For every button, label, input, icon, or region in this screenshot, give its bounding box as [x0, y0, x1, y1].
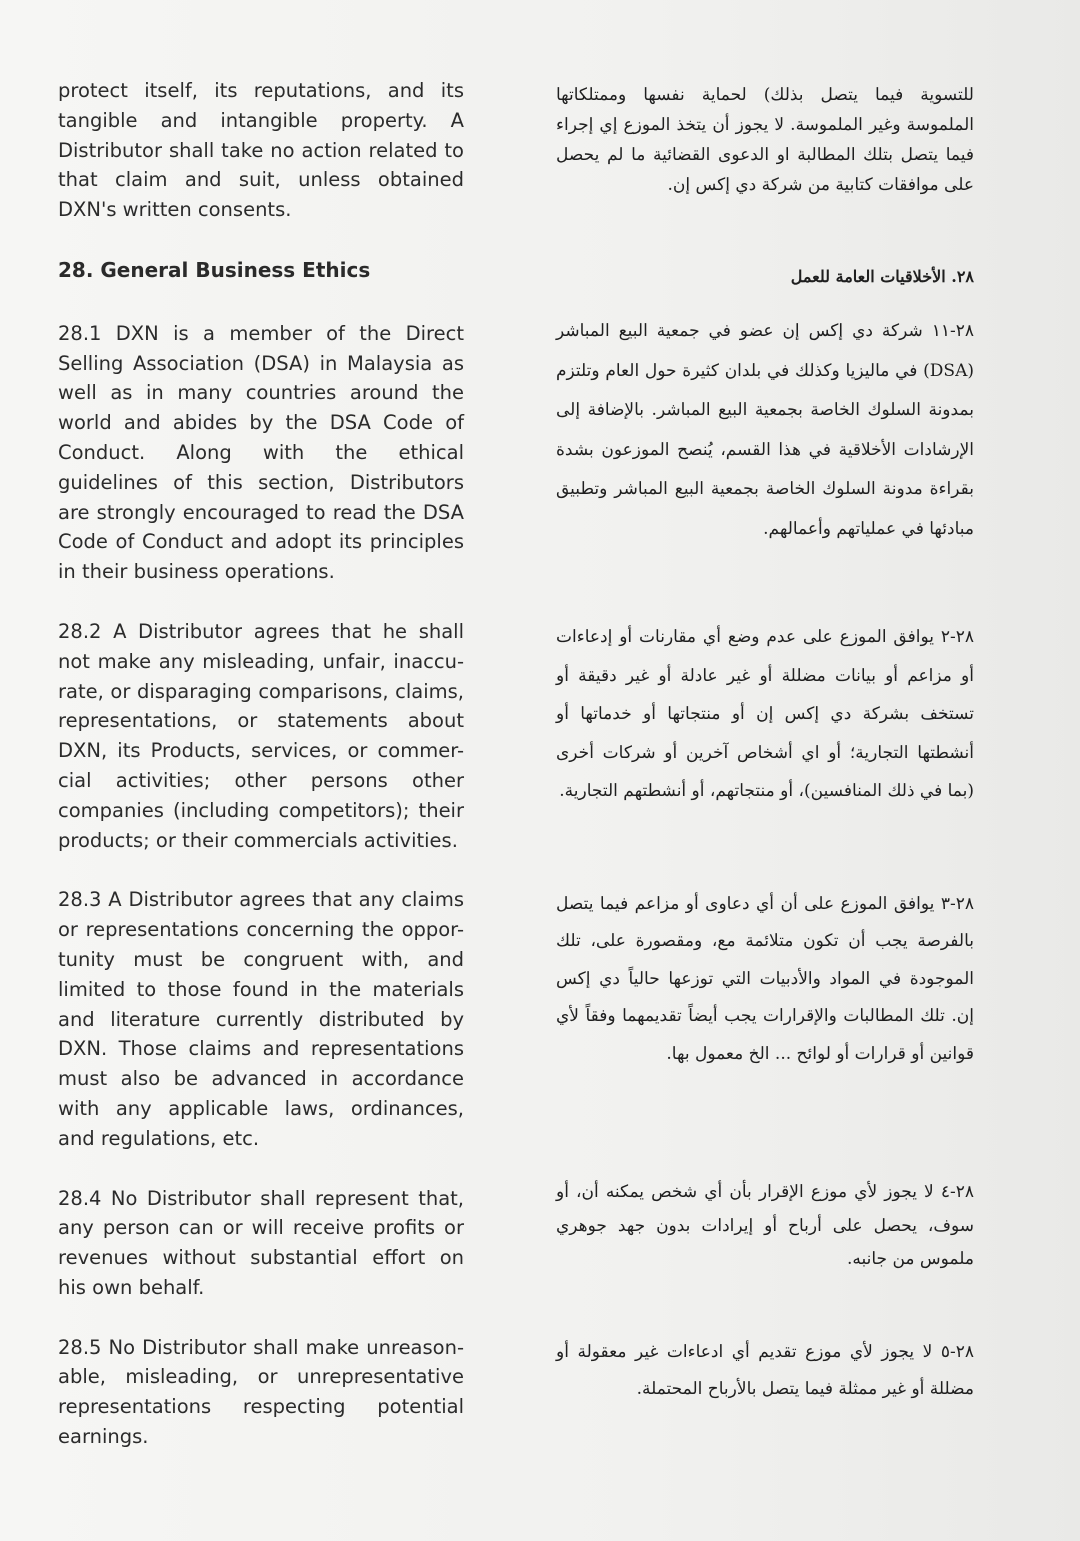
english-paragraph-28-2: 28.2 A Distributor agrees that he shall not make any misleading, unfair, inaccu-rate, or disparaging comparisons, claims, representations, or statements about DXN, its Products, services, or commer-cial activities; other persons other companies (including competitors); their products; or their commercials activities.: [58, 619, 464, 852]
arabic-paragraph-28-2: ٢٨-٢ يوافق الموزع على عدم وضع أي مقارنات أو إدعاءات أو مزاعم أو بيانات مضللة أو غير عادلة أو غير دقيقة أو تستخف بشركة دي إكس إن أو منتجاتها أو خدماتها أو أنشطتها التجارية؛ أو اي أشخاص آخرين أو شركات أخرى (بما في ذلك المنافسين)، أو منتجاتهم، أو أنشطتهم التجارية.: [556, 627, 974, 802]
arabic-intro-paragraph: [556, 80, 974, 200]
arabic-section-heading: ٢٨. الأخلاقيات العامة للعمل: [790, 267, 974, 286]
english-paragraph-28-1: 28.1 DXN is a member of the Direct Selling Association (DSA) in Malaysia as well as in many countries around the world and abides by the DSA Code of Conduct. Along with the ethical guidelines of this section, Distributors are strongly encouraged to read the DSA Code of Conduct and adopt its principles in their business operations.: [58, 321, 464, 584]
arabic-paragraph-28-3: ٢٨-٣ يوافق الموزع على أن أي دعاوى أو مزاعم فيما يتصل بالفرصة يجب أن تكون متلائمة مع، ومقصورة على، تلك الموجودة في المواد والأدبيات التي توزعها حالياً دي إكس إن. تلك المطالبات والإقرارات يجب أيضاً تقديمهما وفقاً لأي قوانين أو قرارات أو لوائح ... الخ معمول بها.: [556, 894, 974, 1064]
arabic-section-heading-block: [556, 262, 974, 292]
arabic-paragraph-28-3-block: [556, 886, 974, 1073]
english-paragraph-28-3: 28.3 A Distributor agrees that any claims or representations concerning the oppor-tunity must be congruent with, and limited to those found in the materials and literature currently distributed by DXN. Those claims and representations must also be advanced in accordance with any applicable laws, ordinances, and regulations, etc.: [58, 888, 464, 1150]
english-section-heading: 28. General Business Ethics: [58, 257, 371, 282]
arabic-paragraph-28-5: ٢٨-٥ لا يجوز لأي موزع تقديم أي ادعاءات غير معقولة أو مضللة أو غير ممثلة فيما يتصل بالأرباح المحتملة.: [556, 1342, 974, 1399]
arabic-paragraph-28-4-block: [556, 1176, 974, 1277]
arabic-intro-text: للتسوية فيما يتصل بذلك) لحماية نفسها وممتلكاتها الملموسة وغير الملموسة. لا يجوز أن يتخذ الموزع إي إجراء فيما يتصل بتلك المطالبة او الدعوى القضائية ما لم يحصل على موافقات كتابية من شركة دي إكس إن.: [556, 85, 974, 195]
english-intro-paragraph: protect itself, its reputations, and its tangible and intangible property. A Distributor shall take no action related to that claim and suit, unless obtained DXN's written consents.: [58, 79, 464, 222]
arabic-paragraph-28-5-block: [556, 1334, 974, 1408]
english-paragraph-28-4: 28.4 No Distributor shall represent that, any person can or will receive profits or revenues without substantial effort on his own behalf.: [58, 1186, 464, 1299]
arabic-paragraph-28-1-block: [556, 312, 974, 550]
arabic-paragraph-28-4: ٢٨-٤ لا يجوز لأي موزع الإقرار بأن أي شخص يمكنه أن، أو سوف، يحصل على أرباح أو إيرادات بدون جهد جوهري ملموس من جانبه.: [556, 1182, 974, 1270]
arabic-paragraph-28-1: ٢٨-١١ شركة دي إكس إن عضو في جمعية البيع المباشر (DSA) في ماليزيا وكذلك في بلدان كثيرة حول العام وتلتزم بمدونة السلوك الخاصة بجمعية البيع المباشر. بالإضافة إلى الإرشادات الأخلاقية في هذا القسم، يُنصح الموزعون بشدة بقراءة مدونة السلوك الخاصة بجمعية البيع المباشر وتطبيق مبادئها في عملياتهم وأعمالهم.: [556, 321, 974, 539]
english-column: [58, 76, 464, 1452]
english-paragraph-28-5: 28.5 No Distributor shall make unreason-able, misleading, or unrepresentative representations respecting potential earnings.: [58, 1335, 464, 1449]
arabic-paragraph-28-2-block: [556, 618, 974, 811]
